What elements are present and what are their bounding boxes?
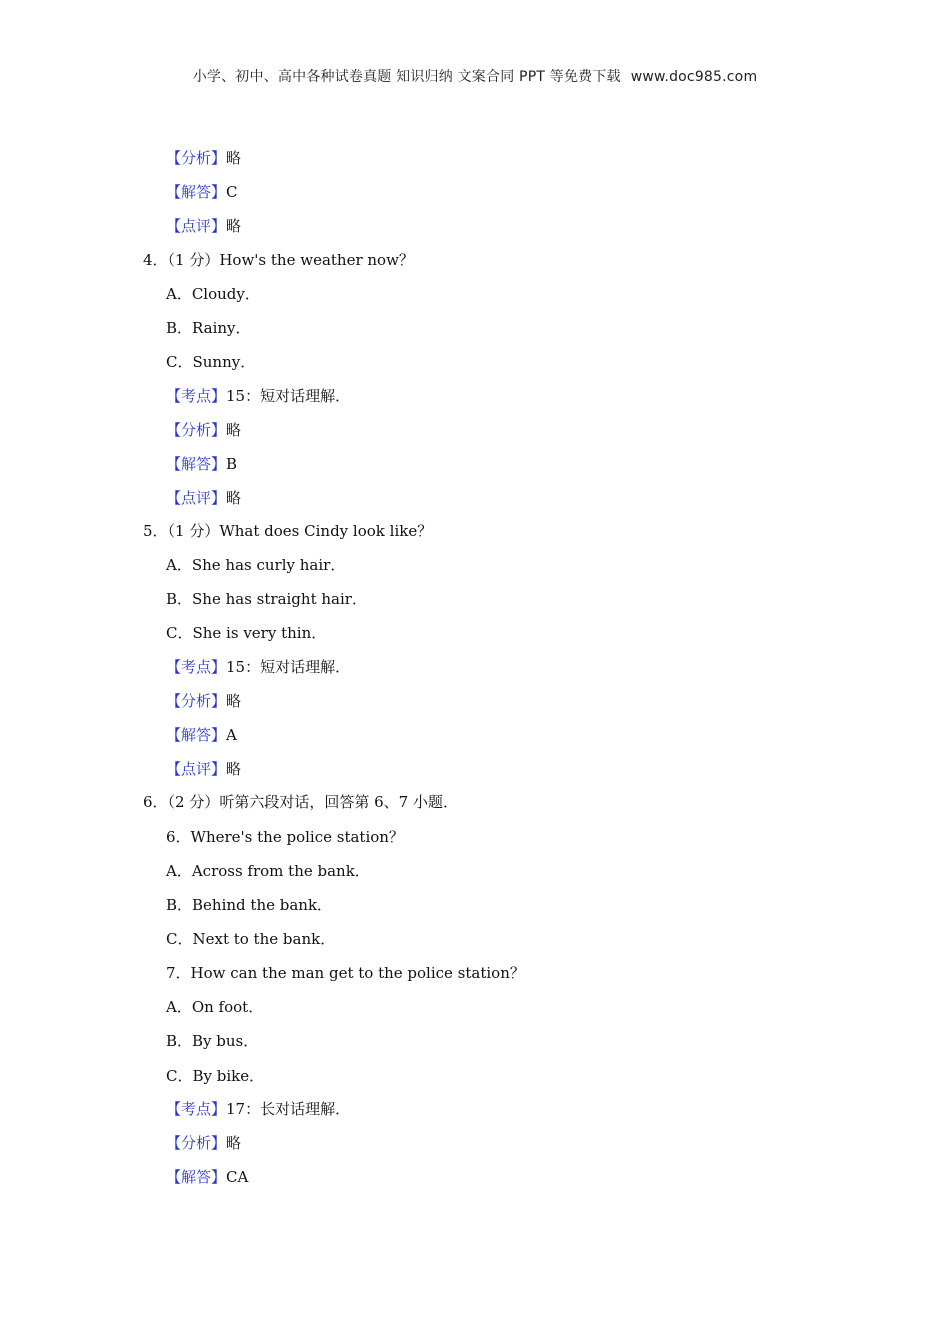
sub-question-6: 6．Where's the police station？ [166, 828, 404, 846]
answer-line: 【解答】CA [166, 1168, 249, 1186]
question-6: 6．（2 分）听第六段对话，回答第 6、7 小题． [143, 793, 458, 811]
question-5: 5．（1 分）What does Cindy look like？ [143, 522, 433, 540]
testpoint-line: 【考点】15：短对话理解． [166, 658, 351, 676]
option-line: A．She has curly hair． [166, 556, 346, 574]
answer-line: 【解答】B [166, 455, 238, 473]
option-line: C．Sunny． [166, 353, 256, 371]
option-line: C．Next to the bank． [166, 930, 336, 948]
sub-question-7: 7．How can the man get to the police station？ [166, 964, 525, 982]
analysis-line: 【分析】略 [166, 149, 242, 167]
analysis-line: 【分析】略 [166, 692, 242, 710]
analysis-line: 【分析】略 [166, 1134, 242, 1152]
analysis-line: 【分析】略 [166, 421, 242, 439]
answer-line: 【解答】C [166, 183, 238, 201]
testpoint-line: 【考点】15：短对话理解． [166, 387, 351, 405]
testpoint-line: 【考点】17：长对话理解． [166, 1100, 351, 1118]
option-line: A．On foot． [166, 998, 264, 1016]
question-4: 4．（1 分）How's the weather now？ [143, 251, 414, 269]
header-text: 小学、初中、高中各种试卷真题 知识归纳 文案合同 PPT 等免费下载 [192, 69, 621, 85]
option-line: A．Cloudy． [166, 285, 260, 303]
header-site-link[interactable]: www.doc985.com [630, 69, 758, 85]
comment-line: 【点评】略 [166, 489, 242, 507]
option-line: B．She has straight hair． [166, 590, 367, 608]
option-line: B．Behind the bank． [166, 896, 333, 914]
option-line: B．Rainy． [166, 319, 251, 337]
page-header [0, 66, 950, 86]
comment-line: 【点评】略 [166, 760, 242, 778]
comment-line: 【点评】略 [166, 217, 242, 235]
option-line: A．Across from the bank． [166, 862, 370, 880]
answer-line: 【解答】A [166, 726, 237, 744]
option-line: B．By bus． [166, 1032, 259, 1050]
option-line: C．By bike． [166, 1067, 265, 1085]
option-line: C．She is very thin． [166, 624, 327, 642]
